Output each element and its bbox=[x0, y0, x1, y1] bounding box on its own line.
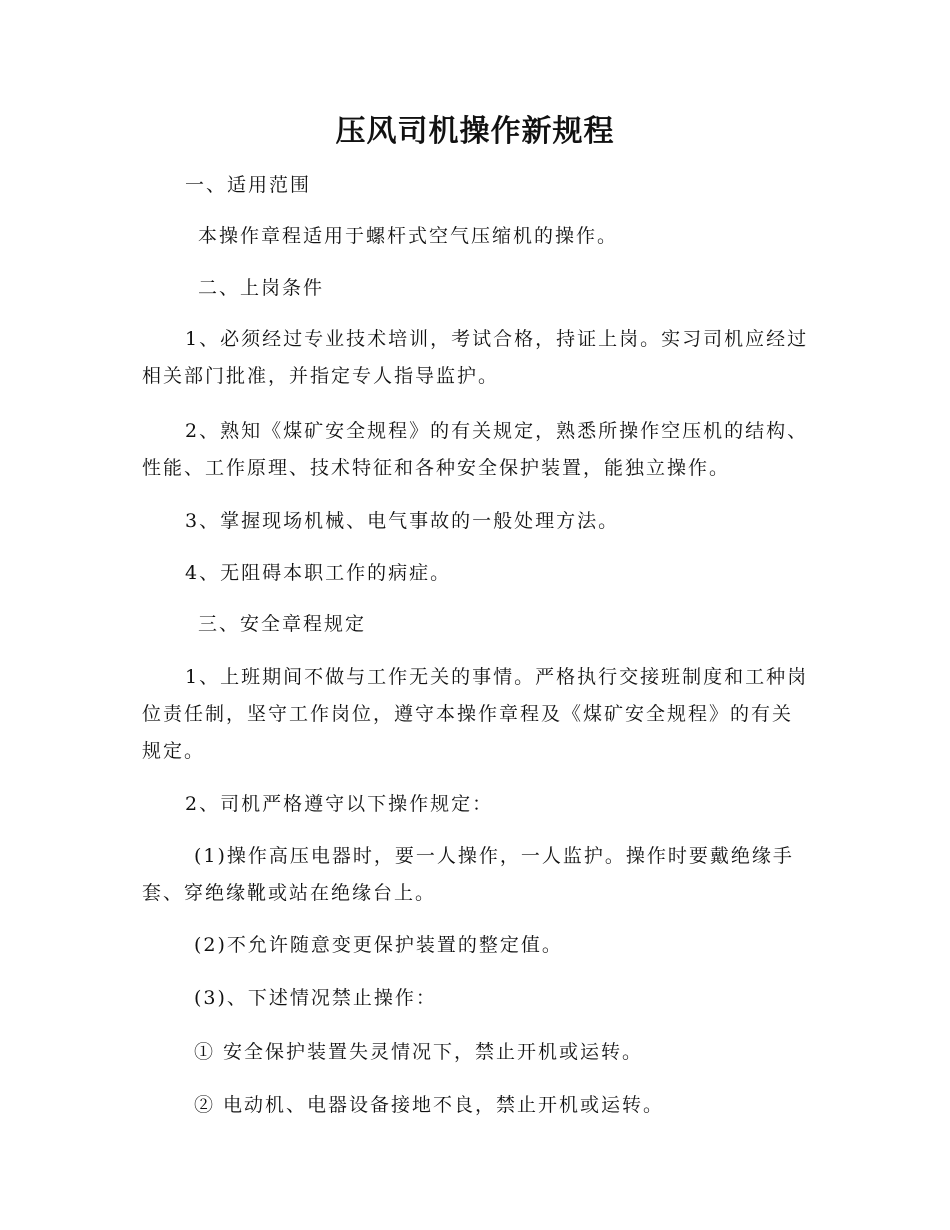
section-heading-conditions: 二、上岗条件 bbox=[198, 277, 325, 299]
paragraph-rule-2: (2)不允许随意变更保护装置的整定值。 bbox=[194, 934, 563, 956]
paragraph-rule-3: (3)、下述情况禁止操作： bbox=[194, 987, 437, 1009]
paragraph-condition-3: 3、掌握现场机械、电气事故的一般处理方法。 bbox=[185, 510, 620, 532]
list-item-prohibition-1: ① 安全保护装置失灵情况下，禁止开机或运转。 bbox=[194, 1041, 644, 1063]
paragraph-condition-2: 2、熟知《煤矿安全规程》的有关规定，熟悉所操作空压机的结构、性能、工作原理、技术特征和各种安全保护装置，能独立操作。 bbox=[142, 420, 809, 479]
paragraph-condition-1: 1、必须经过专业技术培训，考试合格，持证上岗。实习司机应经过相关部门批准，并指定专人指导监护。 bbox=[142, 328, 809, 387]
paragraph-condition-4: 4、无阻碍本职工作的病症。 bbox=[185, 562, 452, 584]
section-heading-safety: 三、安全章程规定 bbox=[198, 613, 367, 635]
paragraph-scope-text: 本操作章程适用于螺杆式空气压缩机的操作。 bbox=[198, 225, 619, 247]
paragraph-safety-1: 1、上班期间不做与工作无关的事情。严格执行交接班制度和工种岗位责任制，坚守工作岗位，遵守本操作章程及《煤矿安全规程》的有关规定。 bbox=[142, 666, 809, 762]
section-heading-scope: 一、适用范围 bbox=[185, 174, 312, 196]
list-item-prohibition-2: ② 电动机、电器设备接地不良，禁止开机或运转。 bbox=[194, 1094, 665, 1116]
paragraph-rule-1: (1)操作高压电器时，要一人操作，一人监护。操作时要戴绝缘手套、穿绝缘靴或站在绝缘台上。 bbox=[142, 845, 794, 904]
document-title: 压风司机操作新规程 bbox=[335, 114, 615, 149]
paragraph-safety-2: 2、司机严格遵守以下操作规定： bbox=[185, 793, 494, 815]
